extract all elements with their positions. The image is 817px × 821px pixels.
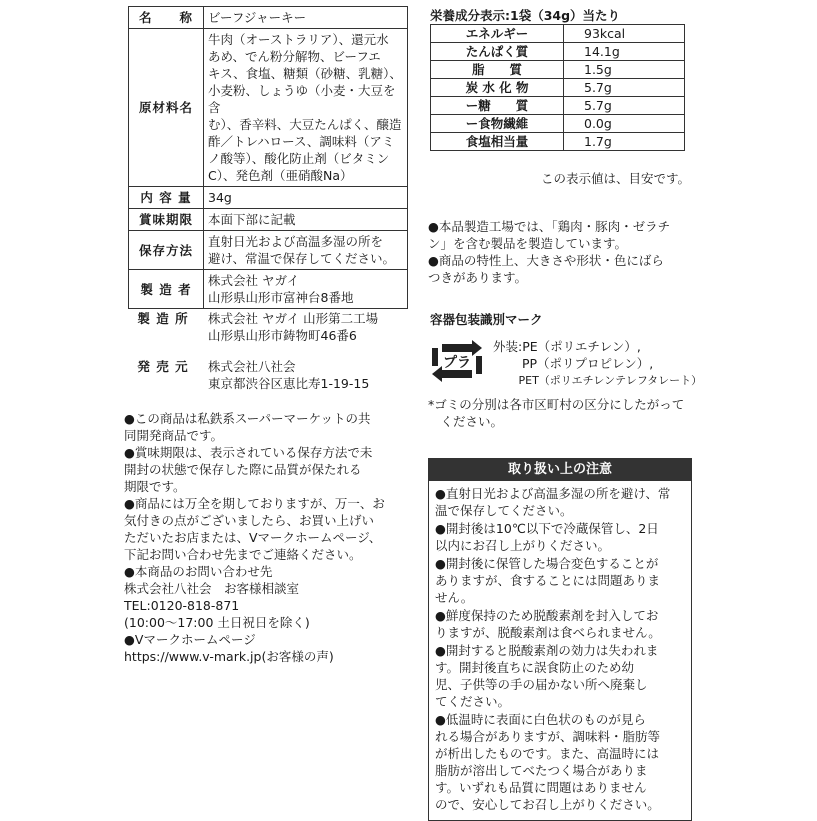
table-row	[129, 29, 408, 187]
row-value: 株式会社八社会 東京都渋谷区恵比寿1-19-15	[208, 359, 370, 391]
nutrient-name: 脂 質	[431, 61, 564, 79]
table-row	[129, 209, 408, 231]
icon-label: プラ	[443, 355, 471, 371]
row-label: 発 売 元	[137, 359, 189, 374]
row-value: 牛肉（オーストラリア）、還元水 あめ、でん粉分解物、ビーフエ キス、食塩、糖類（砂糖、乳糖）、 小麦粉、しょうゆ（小麦・大豆を含 む）、香辛料、大豆たんぱく、醸造 酢／トレハロース、調味料（アミ ノ酸等）、酸化防止剤（ビタミン C）、発色剤（亜硝酸Na）	[204, 29, 408, 187]
table-row	[431, 25, 685, 43]
left-notes	[124, 410, 414, 665]
nutrient-value: 5.7g	[564, 79, 685, 97]
distributor	[128, 358, 418, 394]
row-label: 製 造 者	[129, 270, 204, 309]
nutrition-table	[430, 24, 685, 151]
nutrient-value: 0.0g	[564, 115, 685, 133]
table-row	[431, 79, 685, 97]
material-line: 外装:PE（ポリエチレン）,	[493, 339, 641, 354]
row-value: ビーフジャーキー	[204, 7, 408, 29]
nutrient-value: 1.5g	[564, 61, 685, 79]
handling-title: 取り扱い上の注意	[429, 459, 691, 481]
table-row	[129, 187, 408, 209]
nutrient-name: ー食物繊維	[431, 115, 564, 133]
row-value: 株式会社 ヤガイ 山形第二工場 山形県山形市鋳物町46番6	[208, 311, 379, 343]
row-value: 株式会社 ヤガイ 山形県山形市富神台8番地	[204, 270, 408, 309]
material-line: PET（ポリエチレンテレフタレート）	[493, 374, 703, 387]
note-item: ●開封後に保管した場合変色することが ありますが、食することには問題ありま せん。	[435, 556, 661, 605]
note-item: ●本品製造工場では、「鶏肉・豚肉・ゼラチ ン」を含む製品を製造しています。	[428, 219, 671, 251]
row-label: 賞味期限	[129, 209, 204, 231]
note-item: ●本商品のお問い合わせ先 株式会社八社会 お客様相談室 TEL:0120-818-871 (10:00～17:00 土日祝日を除く)	[124, 564, 310, 630]
manufacturing-site	[128, 310, 418, 346]
note-item: ●賞味期限は、表示されている保存方法で未 開封の状態で保存した際に品質が保たれる 期限です。	[124, 445, 373, 494]
nutrient-value: 93kcal	[564, 25, 685, 43]
row-value: 直射日光および高温多湿の所を 避け、常温で保存してください。	[204, 231, 408, 270]
note-item: ●商品には万全を期しておりますが、万一、お 気付きの点がございましたら、お買い上げい ただいたお店または、Vマークホームページ、 下記お問い合わせ先までご連絡ください。	[124, 496, 385, 562]
row-value: 34g	[204, 187, 408, 209]
nutrient-value: 1.7g	[564, 133, 685, 151]
row-label: 名 称	[129, 7, 204, 29]
row-label: 原材料名	[129, 29, 204, 187]
right-notes	[428, 218, 698, 286]
nutrient-value: 14.1g	[564, 43, 685, 61]
nutrient-value: 5.7g	[564, 97, 685, 115]
product-info-table	[128, 6, 408, 309]
table-row	[431, 43, 685, 61]
row-value: 本面下部に記載	[204, 209, 408, 231]
table-row	[129, 231, 408, 270]
note-item: ●鮮度保持のため脱酸素剤を封入してお りますが、脱酸素剤は食べられません。	[435, 608, 661, 640]
table-row	[431, 133, 685, 151]
recycle-footnote: *ゴミの分別は各市区町村の区分にしたがって ください。	[428, 397, 685, 429]
table-row	[129, 7, 408, 29]
nutrition-title: 栄養成分表示:1袋（34g）当たり	[430, 8, 621, 23]
nutrient-name: ー糖 質	[431, 97, 564, 115]
material-line: PP（ポリプロピレン）,	[493, 356, 654, 371]
note-item: ●この商品は私鉄系スーパーマーケットの共 同開発商品です。	[124, 411, 371, 443]
nutrient-name: エネルギー	[431, 25, 564, 43]
recycle-title: 容器包装識別マーク	[430, 312, 543, 327]
note-item: ●開封後は10℃以下で冷蔵保管し、2日 以内にお召し上がりください。	[435, 521, 659, 553]
note-item: ●低温時に表面に白色状のものが見ら れる場合がありますが、調味料・脂肪等 が析出したものです。また、高温時には 脂肪が溶出してべたつく場合がありま す。いずれも品質に問題はありません ので、安心してお召し上がりください。	[435, 712, 661, 812]
note-item: ●商品の特性上、大きさや形状・色にばら つきがあります。	[428, 253, 664, 285]
table-row	[129, 270, 408, 309]
handling-body	[429, 481, 691, 820]
table-row	[431, 115, 685, 133]
recycle-materials	[493, 338, 702, 389]
table-row	[431, 97, 685, 115]
nutrient-name: たんぱく質	[431, 43, 564, 61]
table-row	[431, 61, 685, 79]
nutrient-name: 炭 水 化 物	[431, 79, 564, 97]
nutrition-note: この表示値は、目安です。	[540, 171, 690, 186]
note-item: ●Vマークホームページ https://www.v-mark.jp(お客様の声)	[124, 632, 334, 664]
note-item: ●開封すると脱酸素剤の効力は失われま す。開封後直ちに誤食防止のため幼 児、子供等の手の届かない所へ廃棄し てください。	[435, 643, 659, 709]
handling-precautions	[428, 458, 692, 821]
note-item: ●直射日光および高温多湿の所を避け、常 温で保存してください。	[435, 486, 671, 518]
row-label: 内 容 量	[129, 187, 204, 209]
row-label: 製 造 所	[137, 311, 189, 326]
nutrient-name: 食塩相当量	[431, 133, 564, 151]
plastic-recycle-icon	[428, 336, 486, 386]
row-label: 保存方法	[129, 231, 204, 270]
